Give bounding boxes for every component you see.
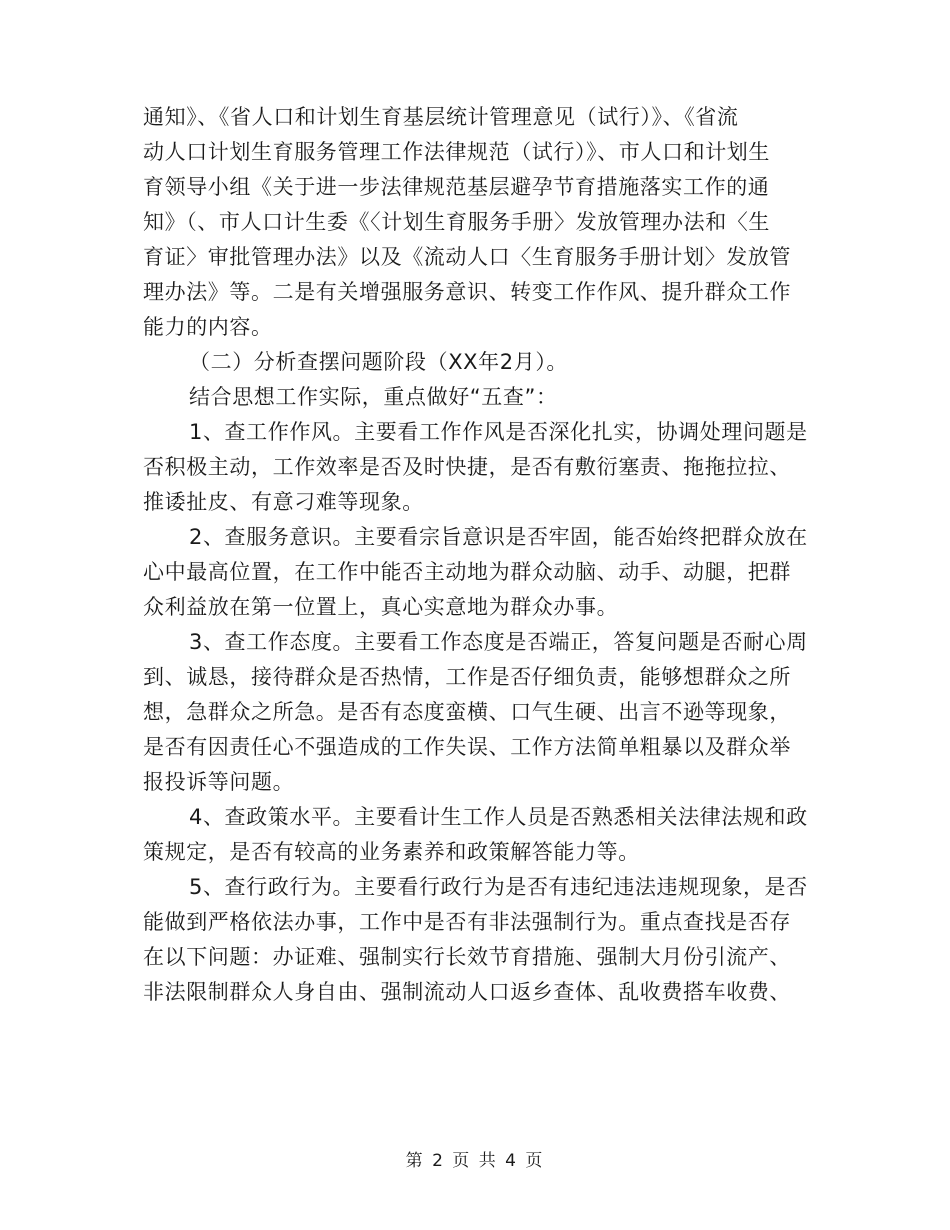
text-line: 4、查政策水平。主要看计生工作人员是否熟悉相关法律法规和政 xyxy=(189,805,808,829)
text-line: 1、查工作作风。主要看工作作风是否深化扎实，协调处理问题是 xyxy=(189,420,808,444)
text-line: 3、查工作态度。主要看工作态度是否端正，答复问题是否耐心周 xyxy=(189,630,808,654)
text-line: 理办法》等。二是有关增强服务意识、转变工作作风、提升群众工作 xyxy=(143,280,791,304)
text-line: 育证〉审批管理办法》以及《流动人口〈生育服务手册计划〉发放管 xyxy=(143,245,791,269)
text-line: 育领导小组《关于进一步法律规范基层避孕节育措施落实工作的通 xyxy=(143,175,770,199)
text-line: （二）分析查摆问题阶段（XX年2月）。 xyxy=(189,350,569,374)
text-line: 2、查服务意识。主要看宗旨意识是否牢固，能否始终把群众放在 xyxy=(189,525,808,549)
text-line: 是否有因责任心不强造成的工作失误、工作方法简单粗暴以及群众举 xyxy=(143,735,791,759)
text-line: 知》（、市人口计生委《〈计划生育服务手册〉发放管理办法和〈生 xyxy=(143,210,770,234)
text-line: 到、诚恳，接待群众是否热情，工作是否仔细负责，能够想群众之所 xyxy=(143,665,791,689)
text-line: 能做到严格依法办事，工作中是否有非法强制行为。重点查找是否存 xyxy=(143,910,791,934)
text-line: 否积极主动，工作效率是否及时快捷，是否有敷衍塞责、拖拖拉拉、 xyxy=(143,455,791,479)
text-line: 推诿扯皮、有意刁难等现象。 xyxy=(143,490,424,514)
document-body xyxy=(143,100,813,1010)
text-line: 心中最高位置，在工作中能否主动地为群众动脑、动手、动腿，把群 xyxy=(143,560,791,584)
text-line: 通知》、《省人口和计划生育基层统计管理意见（试行）》、《省流 xyxy=(143,105,739,129)
page-footer: 第 2 页 共 4 页 xyxy=(405,1151,545,1171)
text-line: 想，急群众之所急。是否有态度蛮横、口气生硬、出言不逊等现象， xyxy=(143,700,791,724)
text-line: 在以下问题：办证难、强制实行长效节育措施、强制大月份引流产、 xyxy=(143,945,791,969)
text-line: 众利益放在第一位置上，真心实意地为群众办事。 xyxy=(143,595,619,619)
text-line: 策规定，是否有较高的业务素养和政策解答能力等。 xyxy=(143,840,640,864)
text-line: 非法限制群众人身自由、强制流动人口返乡查体、乱收费搭车收费、 xyxy=(143,980,791,1004)
text-line: 动人口计划生育服务管理工作法律规范（试行）》、市人口和计划生 xyxy=(143,140,770,164)
text-line: 5、查行政行为。主要看行政行为是否有违纪违法违规现象，是否 xyxy=(189,875,808,899)
text-line: 能力的内容。 xyxy=(143,315,273,339)
text-line: 报投诉等问题。 xyxy=(143,770,295,794)
text-line: 结合思想工作实际，重点做好“五查”： xyxy=(189,385,558,409)
